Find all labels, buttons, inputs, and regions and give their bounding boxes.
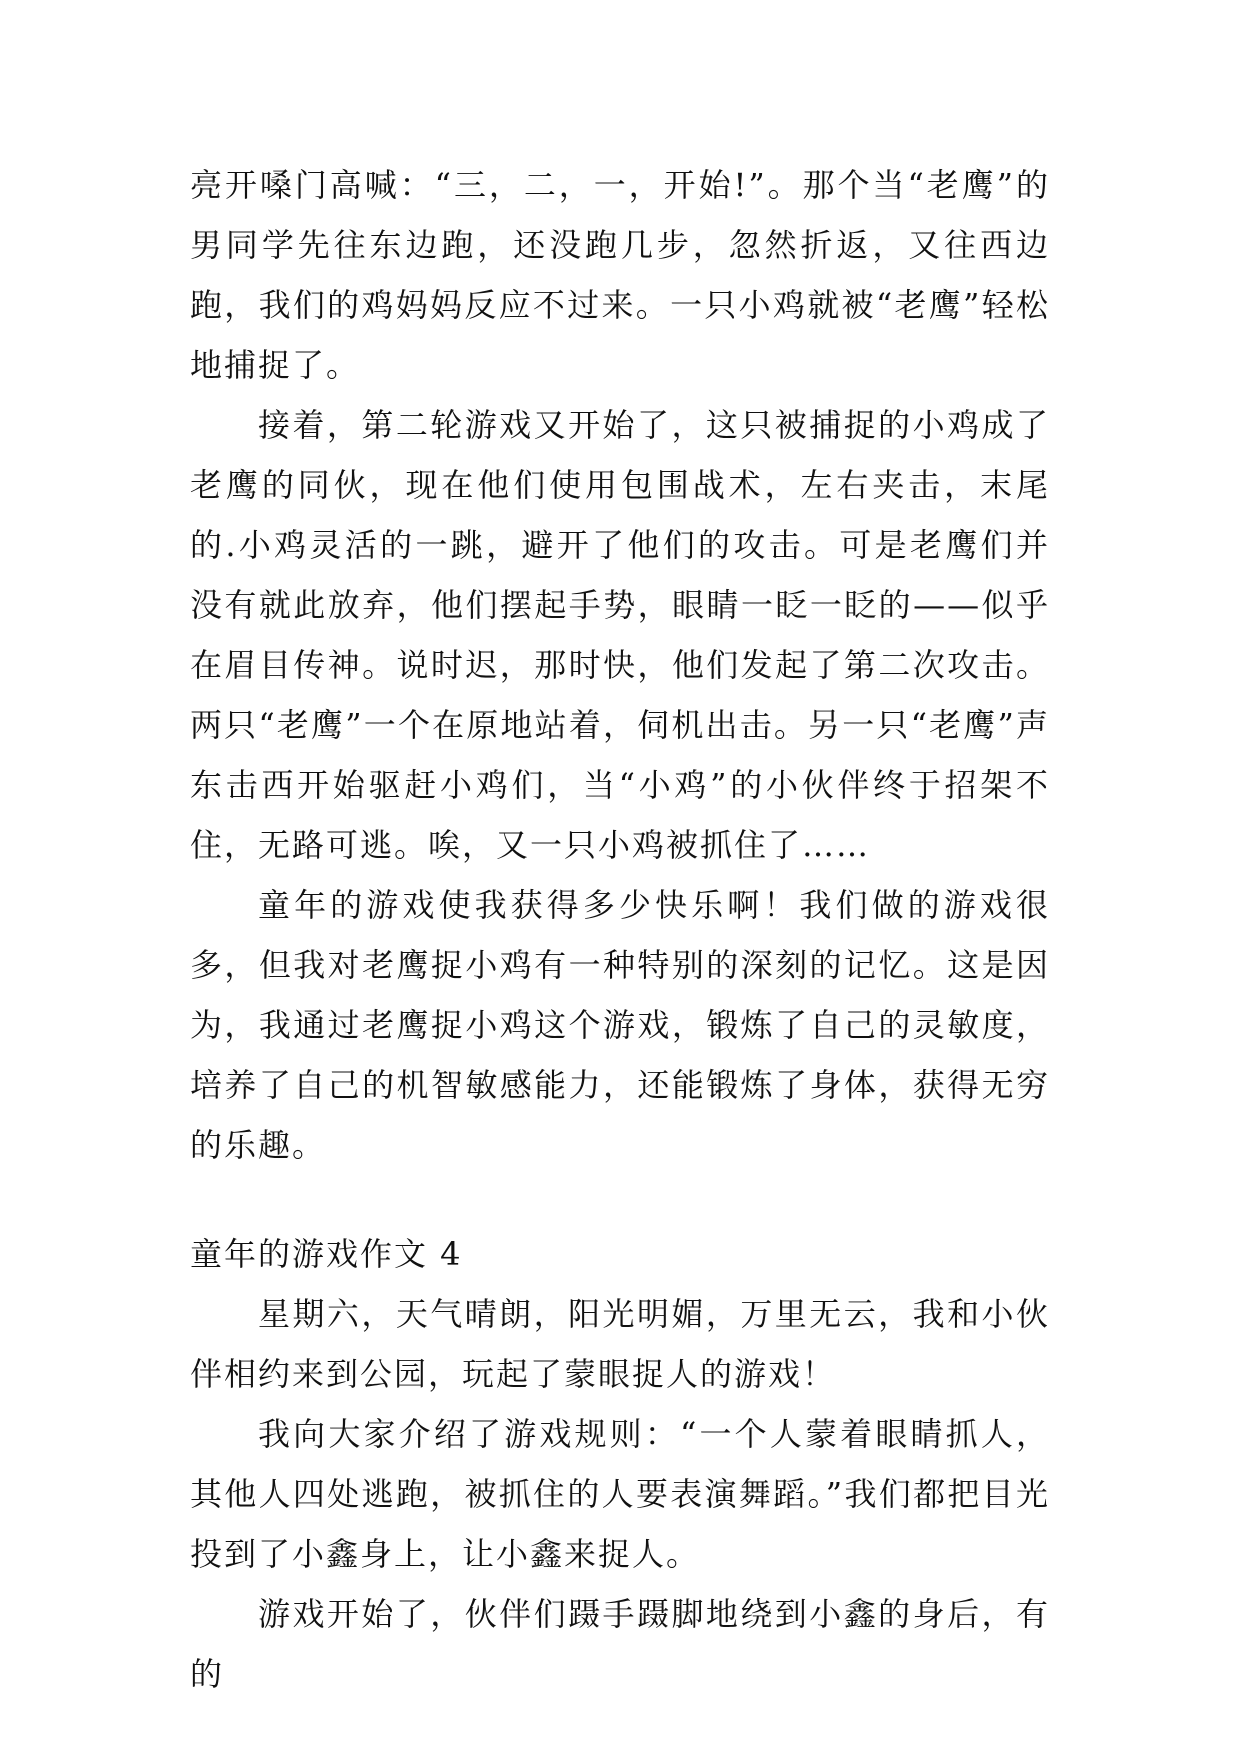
document-body	[190, 155, 1050, 1704]
section-title: 童年的游戏作文 4	[190, 1235, 463, 1273]
paragraph-saturday: 星期六，天气晴朗，阳光明媚，万里无云，我和小伙伴相约来到公园，玩起了蒙眼捉人的游戏！	[190, 1295, 1050, 1393]
paragraph-game-start: 游戏开始了，伙伴们蹑手蹑脚地绕到小鑫的身后，有的	[190, 1595, 1050, 1693]
paragraph-conclusion: 童年的游戏使我获得多少快乐啊！我们做的游戏很多，但我对老鹰捉小鸡有一种特别的深刻的记忆。这是因为，我通过老鹰捉小鸡这个游戏，锻炼了自己的灵敏度，培养了自己的机智敏感能力，还能锻炼了身体，获得无穷的乐趣。	[190, 886, 1050, 1164]
paragraph-continuation: 亮开嗓门高喊：“三，二，一，开始!”。那个当“老鹰”的男同学先往东边跑，还没跑几步，忽然折返，又往西边跑，我们的鸡妈妈反应不过来。一只小鸡就被“老鹰”轻松地捕捉了。	[190, 166, 1050, 384]
paragraph-second-round: 接着，第二轮游戏又开始了，这只被捕捉的小鸡成了老鹰的同伙，现在他们使用包围战术，左右夹击，末尾的.小鸡灵活的一跳，避开了他们的攻击。可是老鹰们并没有就此放弃，他们摆起手势，眼睛一眨一眨的——似乎在眉目传神。说时迟，那时快，他们发起了第二次攻击。两只“老鹰”一个在原地站着，伺机出击。另一只“老鹰”声东击西开始驱赶小鸡们，当“小鸡”的小伙伴终于招架不住，无路可逃。唉，又一只小鸡被抓住了……	[190, 406, 1050, 864]
paragraph-rules: 我向大家介绍了游戏规则：“一个人蒙着眼睛抓人，其他人四处逃跑，被抓住的人要表演舞蹈。”我们都把目光投到了小鑫身上，让小鑫来捉人。	[190, 1415, 1050, 1573]
